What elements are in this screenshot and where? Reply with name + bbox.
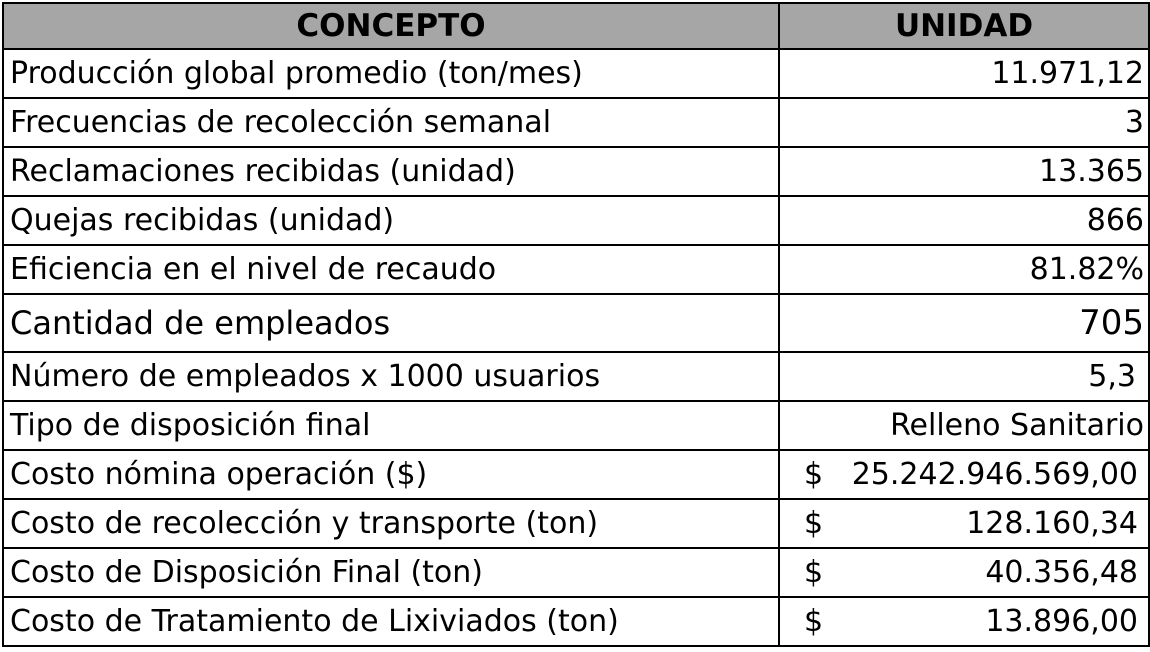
row-value: 5,3 bbox=[779, 352, 1149, 401]
row-value: 13.365 bbox=[779, 147, 1149, 196]
table-row bbox=[3, 499, 1149, 548]
row-concept: Costo de recolección y transporte (ton) bbox=[3, 499, 779, 548]
header-unit: UNIDAD bbox=[779, 3, 1149, 49]
table-row bbox=[3, 49, 1149, 98]
row-value: Relleno Sanitario bbox=[779, 401, 1149, 450]
currency-symbol: $ bbox=[804, 457, 824, 492]
currency-symbol: $ bbox=[804, 555, 824, 590]
row-concept: Eficiencia en el nivel de recaudo bbox=[3, 245, 779, 294]
row-concept: Cantidad de empleados bbox=[3, 294, 779, 352]
header-concept: CONCEPTO bbox=[3, 3, 779, 49]
row-money-cell bbox=[779, 597, 1149, 646]
table-row bbox=[3, 548, 1149, 597]
currency-symbol: $ bbox=[804, 604, 824, 639]
row-concept: Costo de Tratamiento de Lixiviados (ton) bbox=[3, 597, 779, 646]
row-concept: Costo nómina operación ($) bbox=[3, 450, 779, 499]
indicators-table bbox=[2, 2, 1150, 647]
row-concept: Producción global promedio (ton/mes) bbox=[3, 49, 779, 98]
table-row bbox=[3, 294, 1149, 352]
row-concept: Frecuencias de recolección semanal bbox=[3, 98, 779, 147]
row-value: 3 bbox=[779, 98, 1149, 147]
table-row bbox=[3, 597, 1149, 646]
currency-symbol: $ bbox=[804, 506, 824, 541]
row-value: 705 bbox=[779, 294, 1149, 352]
row-value: 13.896,00 bbox=[985, 604, 1138, 639]
row-value: 81.82% bbox=[779, 245, 1149, 294]
table-row bbox=[3, 147, 1149, 196]
row-concept: Costo de Disposición Final (ton) bbox=[3, 548, 779, 597]
row-value: 40.356,48 bbox=[985, 555, 1138, 590]
row-money-cell bbox=[779, 499, 1149, 548]
table-row bbox=[3, 401, 1149, 450]
table-row bbox=[3, 352, 1149, 401]
row-concept: Quejas recibidas (unidad) bbox=[3, 196, 779, 245]
row-value: 11.971,12 bbox=[779, 49, 1149, 98]
table-row bbox=[3, 450, 1149, 499]
header-row bbox=[3, 3, 1149, 49]
row-money-cell bbox=[779, 450, 1149, 499]
row-concept: Número de empleados x 1000 usuarios bbox=[3, 352, 779, 401]
row-value: 866 bbox=[779, 196, 1149, 245]
table-row bbox=[3, 245, 1149, 294]
row-value: 128.160,34 bbox=[966, 506, 1138, 541]
row-concept: Tipo de disposición final bbox=[3, 401, 779, 450]
table-row bbox=[3, 98, 1149, 147]
row-concept: Reclamaciones recibidas (unidad) bbox=[3, 147, 779, 196]
row-value: 25.242.946.569,00 bbox=[851, 457, 1138, 492]
row-money-cell bbox=[779, 548, 1149, 597]
table-row bbox=[3, 196, 1149, 245]
